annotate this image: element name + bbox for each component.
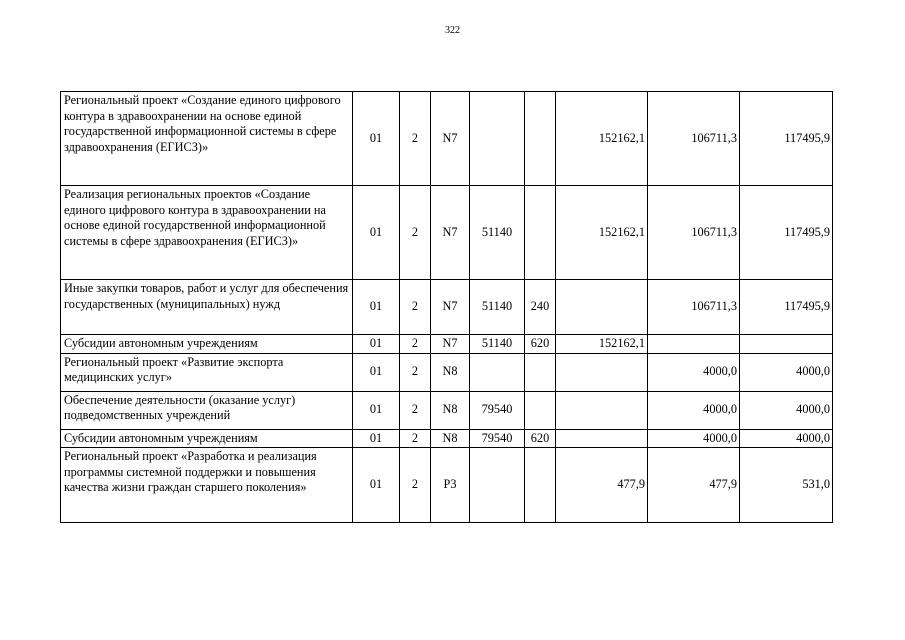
row-name: Региональный проект «Создание единого цифрового контура в здравоохранении на основе единой государственной информационной системы в сфере здравоохранения (ЕГИСЗ)»	[61, 92, 353, 186]
code-1-cell: 01	[353, 186, 400, 280]
code-5-cell	[525, 92, 556, 186]
code-3-cell: N7	[431, 280, 470, 335]
amount-3-cell: 117495,9	[740, 280, 833, 335]
code-5-cell	[525, 353, 556, 391]
code-4-cell: 51140	[470, 186, 525, 280]
amount-2-cell: 106711,3	[648, 92, 740, 186]
table-row	[61, 186, 833, 280]
amount-2-cell	[648, 335, 740, 354]
code-2-cell: 2	[400, 353, 431, 391]
code-2-cell: 2	[400, 92, 431, 186]
code-3-cell: N8	[431, 391, 470, 429]
code-4-cell: 51140	[470, 335, 525, 354]
code-4-cell	[470, 353, 525, 391]
amount-2-cell: 4000,0	[648, 429, 740, 448]
page-number: 322	[445, 25, 460, 36]
amount-3-cell: 4000,0	[740, 391, 833, 429]
amount-1-cell: 152162,1	[556, 335, 648, 354]
code-2-cell: 2	[400, 280, 431, 335]
amount-1-cell	[556, 280, 648, 335]
code-5-cell: 240	[525, 280, 556, 335]
code-1-cell: 01	[353, 448, 400, 523]
table-row	[61, 391, 833, 429]
code-5-cell: 620	[525, 429, 556, 448]
code-4-cell: 79540	[470, 429, 525, 448]
code-3-cell: N7	[431, 92, 470, 186]
amount-3-cell: 117495,9	[740, 186, 833, 280]
row-name: Субсидии автономным учреждениям	[61, 335, 353, 354]
code-2-cell: 2	[400, 186, 431, 280]
code-4-cell	[470, 448, 525, 523]
table-row	[61, 353, 833, 391]
table-row	[61, 335, 833, 354]
code-1-cell: 01	[353, 92, 400, 186]
table-row	[61, 280, 833, 335]
code-3-cell: P3	[431, 448, 470, 523]
code-2-cell: 2	[400, 335, 431, 354]
amount-3-cell: 4000,0	[740, 353, 833, 391]
amount-2-cell: 106711,3	[648, 280, 740, 335]
code-2-cell: 2	[400, 429, 431, 448]
amount-1-cell	[556, 391, 648, 429]
amount-1-cell: 152162,1	[556, 92, 648, 186]
code-3-cell: N8	[431, 429, 470, 448]
amount-1-cell	[556, 353, 648, 391]
code-1-cell: 01	[353, 280, 400, 335]
code-2-cell: 2	[400, 391, 431, 429]
budget-table	[60, 91, 833, 523]
row-name: Региональный проект «Развитие экспорта медицинских услуг»	[61, 353, 353, 391]
code-4-cell: 51140	[470, 280, 525, 335]
code-4-cell	[470, 92, 525, 186]
amount-1-cell	[556, 429, 648, 448]
amount-2-cell: 4000,0	[648, 353, 740, 391]
row-name: Обеспечение деятельности (оказание услуг) подведомственных учреждений	[61, 391, 353, 429]
code-2-cell: 2	[400, 448, 431, 523]
row-name: Региональный проект «Разработка и реализация программы системной поддержки и повышения качества жизни граждан старшего поколения»	[61, 448, 353, 523]
row-name: Иные закупки товаров, работ и услуг для обеспечения государственных (муниципальных) нужд	[61, 280, 353, 335]
code-1-cell: 01	[353, 391, 400, 429]
code-5-cell: 620	[525, 335, 556, 354]
amount-2-cell: 4000,0	[648, 391, 740, 429]
amount-2-cell: 477,9	[648, 448, 740, 523]
row-name: Субсидии автономным учреждениям	[61, 429, 353, 448]
code-3-cell: N8	[431, 353, 470, 391]
row-name: Реализация региональных проектов «Создание единого цифрового контура в здравоохранении на основе единой государственной информационной системы в сфере здравоохранения (ЕГИСЗ)»	[61, 186, 353, 280]
amount-3-cell	[740, 335, 833, 354]
table-row	[61, 448, 833, 523]
code-4-cell: 79540	[470, 391, 525, 429]
code-1-cell: 01	[353, 353, 400, 391]
table-row	[61, 429, 833, 448]
table-row	[61, 92, 833, 186]
code-3-cell: N7	[431, 335, 470, 354]
code-3-cell: N7	[431, 186, 470, 280]
amount-2-cell: 106711,3	[648, 186, 740, 280]
code-5-cell	[525, 448, 556, 523]
code-1-cell: 01	[353, 335, 400, 354]
amount-3-cell: 531,0	[740, 448, 833, 523]
code-5-cell	[525, 186, 556, 280]
amount-3-cell: 4000,0	[740, 429, 833, 448]
amount-1-cell: 152162,1	[556, 186, 648, 280]
amount-1-cell: 477,9	[556, 448, 648, 523]
code-5-cell	[525, 391, 556, 429]
code-1-cell: 01	[353, 429, 400, 448]
amount-3-cell: 117495,9	[740, 92, 833, 186]
